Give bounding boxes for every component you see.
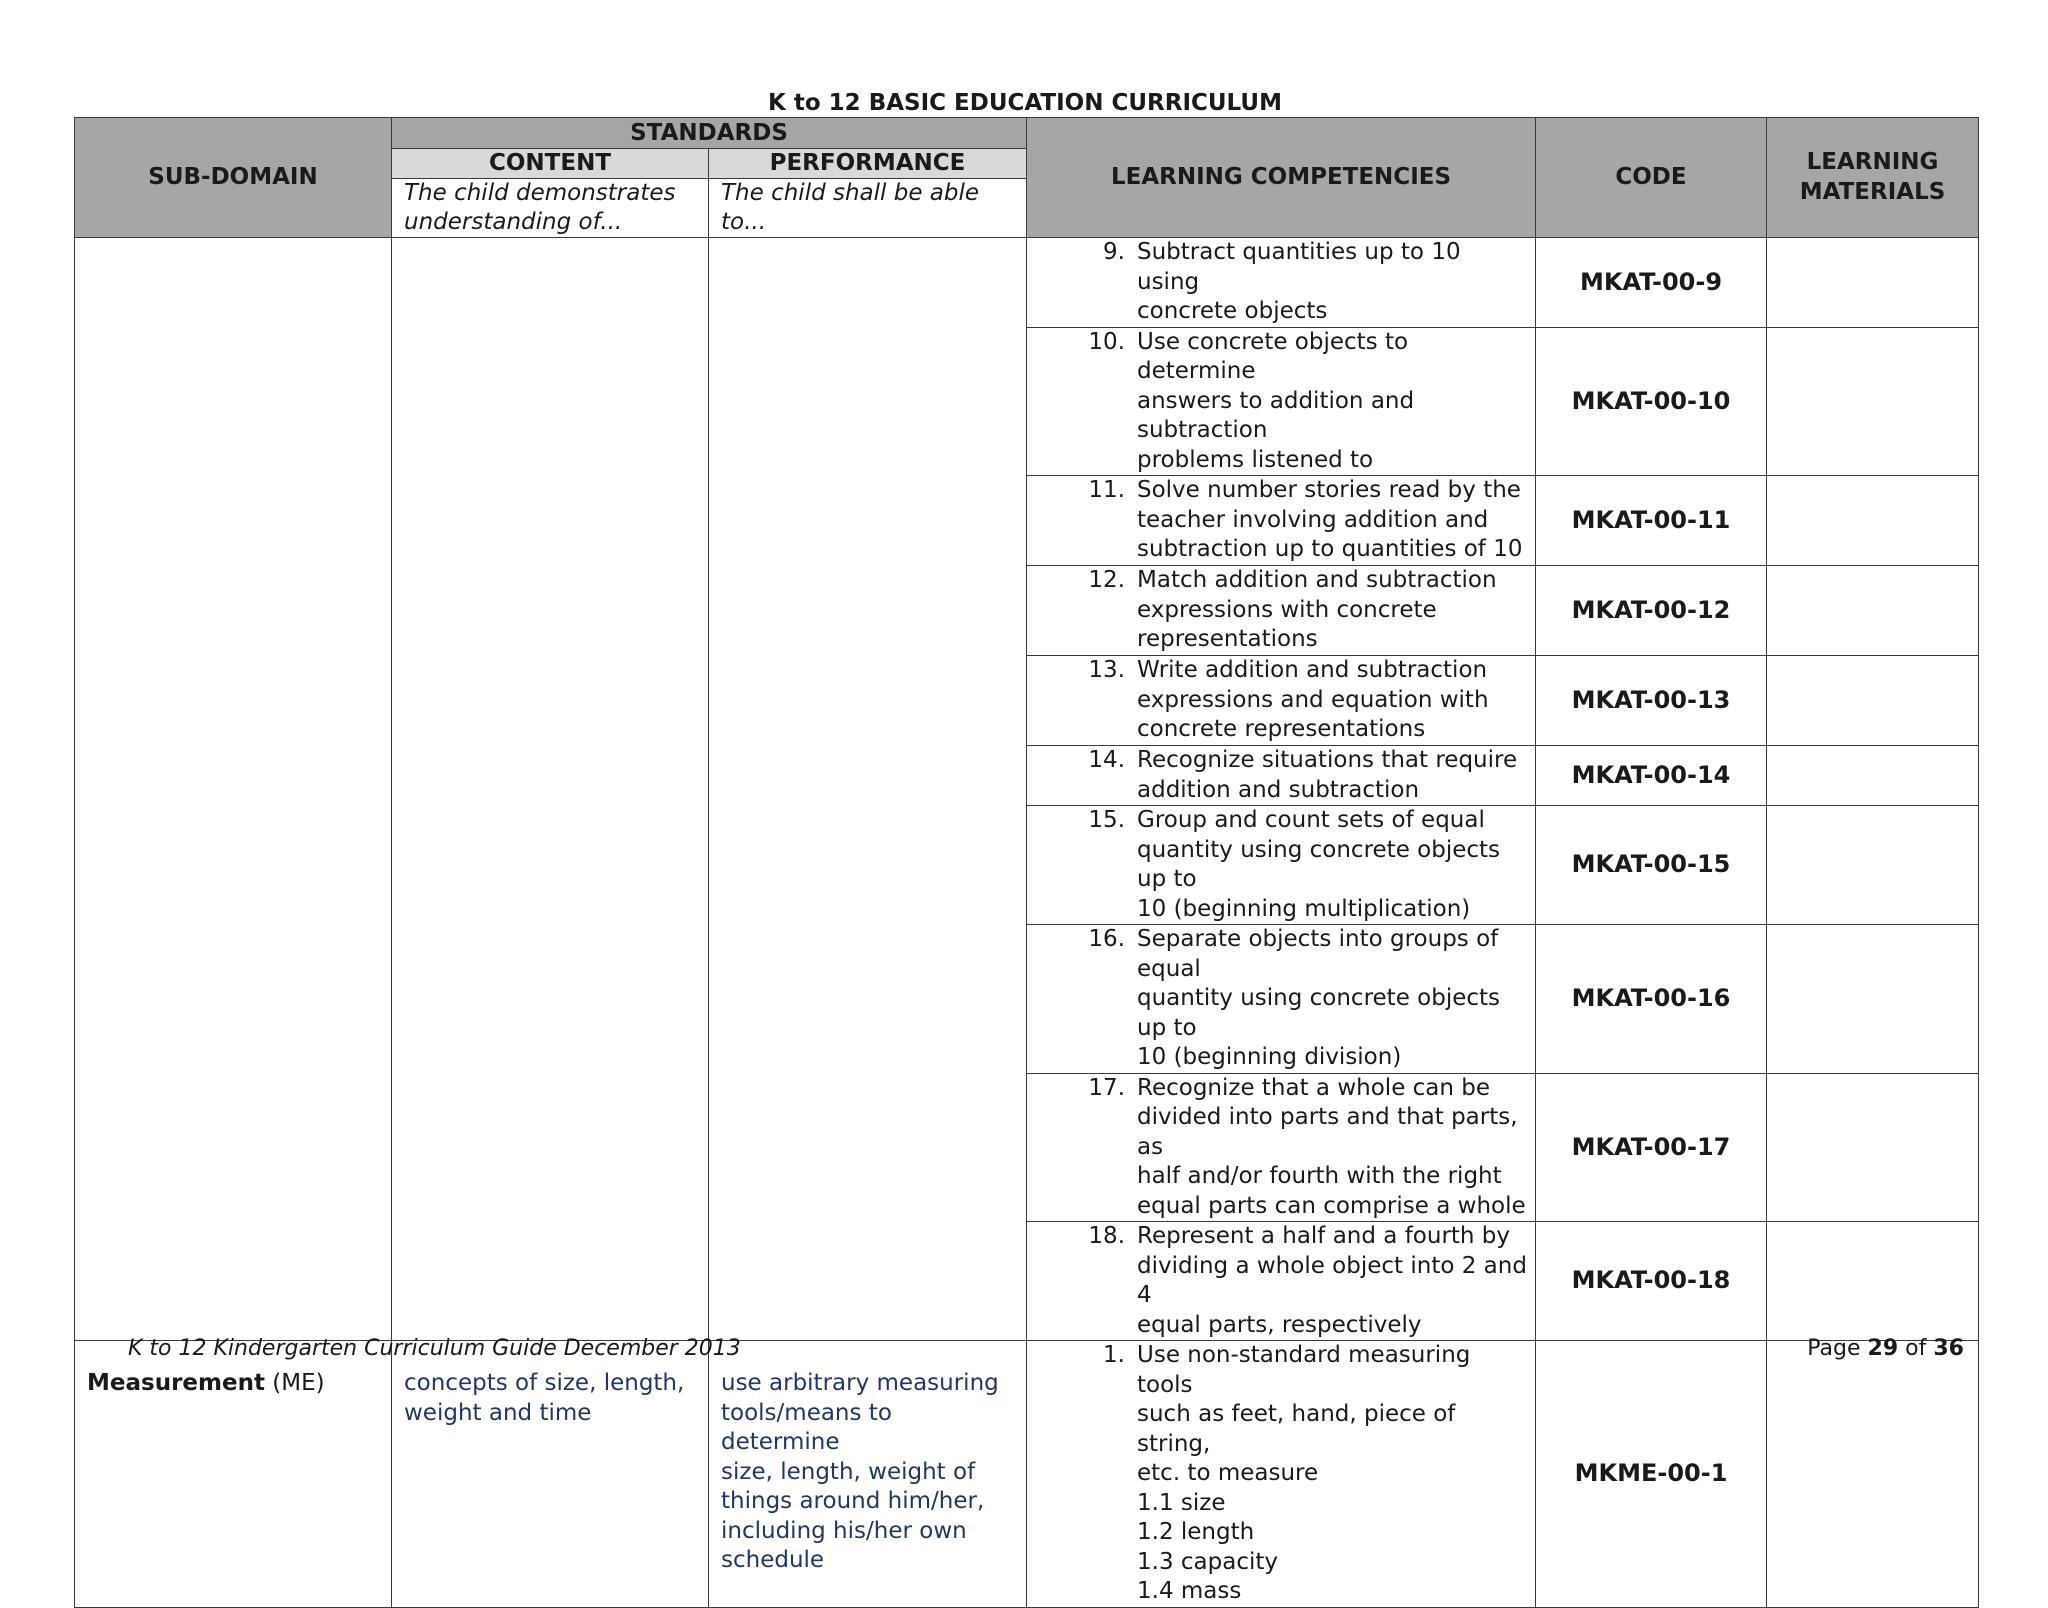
materials-cell: [1767, 1341, 1979, 1608]
competency-text: [1137, 1074, 1529, 1222]
competency-item: [1027, 238, 1535, 327]
competency-item: [1027, 656, 1535, 745]
competency-cell: [1027, 476, 1536, 566]
competency-line: Separate objects into groups of equal: [1137, 926, 1499, 982]
header-content: CONTENT: [392, 149, 709, 179]
measurement-name: Measurement: [87, 1370, 265, 1396]
competency-line: concrete objects: [1137, 298, 1328, 324]
competency-cell: [1027, 746, 1536, 806]
competency-line: Use concrete objects to determine: [1137, 328, 1409, 384]
footer-page-number: [1807, 1336, 1964, 1361]
content-hint-line-1: The child demonstrates: [404, 180, 676, 206]
code-cell: MKAT-00-12: [1536, 566, 1767, 656]
competency-line: Group and count sets of equal: [1137, 807, 1485, 833]
sub-domain-cell-blank: [75, 238, 392, 1341]
performance-hint: [709, 179, 1027, 238]
materials-cell: [1767, 656, 1979, 746]
competency-line: equal parts can comprise a whole: [1137, 1192, 1526, 1219]
competency-line: quantity using concrete objects up to: [1137, 836, 1501, 892]
competency-text: [1137, 806, 1529, 924]
performance-cell-blank: [709, 238, 1027, 1341]
competency-line: addition and subtraction: [1137, 776, 1420, 803]
competency-cell: [1027, 1073, 1536, 1222]
materials-cell: [1767, 1073, 1979, 1222]
competency-line: concrete representations: [1137, 716, 1426, 742]
competency-line: expressions and equation with: [1137, 686, 1489, 713]
code-cell: MKME-00-1: [1536, 1341, 1767, 1608]
competency-number: 16.: [1088, 926, 1125, 952]
competency-line: subtraction up to quantities of 10: [1137, 536, 1523, 562]
competency-line: answers to addition and subtraction: [1137, 387, 1415, 443]
footer-guide-title: K to 12 Kindergarten Curriculum Guide December 2013: [128, 1336, 741, 1361]
curriculum-table: [74, 117, 1979, 1608]
performance-line: including his/her own: [721, 1517, 967, 1544]
performance-line: size, length, weight of: [721, 1458, 976, 1485]
competency-line: Subtract quantities up to 10 using: [1137, 239, 1461, 295]
code-cell: MKAT-00-18: [1536, 1222, 1767, 1341]
competency-line: 1.4 mass: [1137, 1578, 1242, 1604]
competency-item: [1027, 925, 1535, 1073]
competency-text: [1137, 925, 1529, 1073]
competency-line: divided into parts and that parts, as: [1137, 1104, 1518, 1160]
performance-line: tools/means to determine: [721, 1399, 892, 1455]
materials-cell: [1767, 1222, 1979, 1341]
competency-line: 1.2 length: [1137, 1519, 1255, 1545]
measurement-competency: [1027, 1341, 1536, 1608]
competency-cell: [1027, 327, 1536, 476]
competency-number: 14.: [1088, 747, 1125, 773]
header-learning-competencies: LEARNING COMPETENCIES: [1027, 118, 1536, 238]
materials-cell: [1767, 566, 1979, 656]
header-learning-materials: [1767, 118, 1979, 238]
header-materials-line-1: LEARNING: [1806, 149, 1939, 175]
competency-cell: [1027, 566, 1536, 656]
competency-line: Match addition and subtraction: [1137, 567, 1497, 593]
competency-line: 10 (beginning multiplication): [1137, 895, 1471, 922]
header-standards: STANDARDS: [392, 118, 1027, 149]
code-cell: MKAT-00-10: [1536, 327, 1767, 476]
measurement-content: [392, 1341, 709, 1608]
performance-line: things around him/her,: [721, 1488, 985, 1514]
materials-cell: [1767, 806, 1979, 925]
competency-text: [1137, 1341, 1529, 1607]
competency-item: [1027, 1074, 1535, 1222]
header-performance: PERFORMANCE: [709, 149, 1027, 179]
page-current: 29: [1867, 1336, 1899, 1361]
performance-line: schedule: [721, 1547, 825, 1573]
competency-line: representations: [1137, 626, 1318, 652]
competency-cell: [1027, 925, 1536, 1074]
header-materials-line-2: MATERIALS: [1799, 178, 1946, 205]
competency-line: problems listened to: [1137, 446, 1374, 473]
competency-item: [1027, 328, 1535, 476]
content-hint-line-2: understanding of...: [404, 209, 623, 235]
competency-item: [1027, 746, 1535, 805]
competency-number: 11.: [1088, 477, 1125, 503]
measurement-abbr: (ME): [264, 1370, 325, 1396]
content-line: concepts of size, length,: [404, 1370, 685, 1396]
competency-text: [1137, 238, 1529, 327]
competency-cell: [1027, 806, 1536, 925]
code-cell: MKAT-00-11: [1536, 476, 1767, 566]
competency-item: [1027, 1222, 1535, 1340]
competency-line: half and/or fourth with the right: [1137, 1163, 1502, 1189]
code-cell: MKAT-00-13: [1536, 656, 1767, 746]
competency-item: [1027, 1341, 1535, 1607]
competency-line: such as feet, hand, piece of string,: [1137, 1401, 1456, 1457]
document-title: K to 12 BASIC EDUCATION CURRICULUM: [768, 90, 1282, 116]
content-cell-blank: [392, 238, 709, 1341]
header-code: CODE: [1536, 118, 1767, 238]
competency-number: 1.: [1103, 1342, 1125, 1368]
competency-line: Write addition and subtraction: [1137, 657, 1488, 683]
page-prefix: Page: [1807, 1336, 1868, 1361]
competency-number: 15.: [1088, 807, 1125, 833]
materials-cell: [1767, 925, 1979, 1074]
page-total: 36: [1933, 1336, 1964, 1361]
competency-line: equal parts, respectively: [1137, 1311, 1422, 1338]
code-cell: MKAT-00-9: [1536, 238, 1767, 328]
code-cell: MKAT-00-14: [1536, 746, 1767, 806]
competency-text: [1137, 1222, 1529, 1340]
performance-hint-line-1: The child shall be able: [721, 180, 980, 206]
competency-line: expressions with concrete: [1137, 596, 1437, 623]
materials-cell: [1767, 327, 1979, 476]
competency-number: 18.: [1088, 1223, 1125, 1249]
competency-line: teacher involving addition and: [1137, 506, 1489, 533]
competency-number: 9.: [1103, 239, 1125, 265]
header-sub-domain: SUB-DOMAIN: [75, 118, 392, 238]
materials-cell: [1767, 238, 1979, 328]
code-cell: MKAT-00-16: [1536, 925, 1767, 1074]
competency-line: Solve number stories read by the: [1137, 477, 1521, 503]
page-of: of: [1898, 1336, 1934, 1361]
competency-item: [1027, 566, 1535, 655]
code-cell: MKAT-00-15: [1536, 806, 1767, 925]
measurement-sub-domain: [75, 1341, 392, 1608]
competency-line: Use non-standard measuring tools: [1137, 1342, 1471, 1398]
code-cell: MKAT-00-17: [1536, 1073, 1767, 1222]
performance-line: use arbitrary measuring: [721, 1370, 999, 1396]
competency-number: 10.: [1088, 328, 1125, 355]
content-line: weight and time: [404, 1399, 592, 1426]
competency-text: [1137, 566, 1529, 655]
competency-text: [1137, 328, 1529, 476]
competency-cell: [1027, 656, 1536, 746]
competency-cell: [1027, 238, 1536, 328]
competency-text: [1137, 476, 1529, 565]
competency-line: 1.3 capacity: [1137, 1548, 1278, 1575]
materials-cell: [1767, 746, 1979, 806]
materials-cell: [1767, 476, 1979, 566]
performance-hint-line-2: to...: [721, 209, 767, 235]
competency-text: [1137, 746, 1529, 805]
competency-line: dividing a whole object into 2 and 4: [1137, 1252, 1527, 1308]
competency-number: 12.: [1088, 567, 1125, 593]
competency-line: Recognize that a whole can be: [1137, 1074, 1491, 1101]
competency-line: Recognize situations that require: [1137, 747, 1518, 773]
competency-item: [1027, 476, 1535, 565]
competency-number: 13.: [1088, 657, 1125, 683]
measurement-performance: [709, 1341, 1027, 1608]
competency-number: 17.: [1088, 1074, 1125, 1101]
competency-line: 1.1 size: [1137, 1489, 1226, 1516]
content-hint: [392, 179, 709, 238]
competency-line: etc. to measure: [1137, 1460, 1319, 1486]
competency-line: quantity using concrete objects up to: [1137, 985, 1501, 1041]
competency-line: 10 (beginning division): [1137, 1044, 1402, 1070]
competency-item: [1027, 806, 1535, 924]
competency-text: [1137, 656, 1529, 745]
competency-cell: [1027, 1222, 1536, 1341]
competency-line: Represent a half and a fourth by: [1137, 1223, 1511, 1249]
